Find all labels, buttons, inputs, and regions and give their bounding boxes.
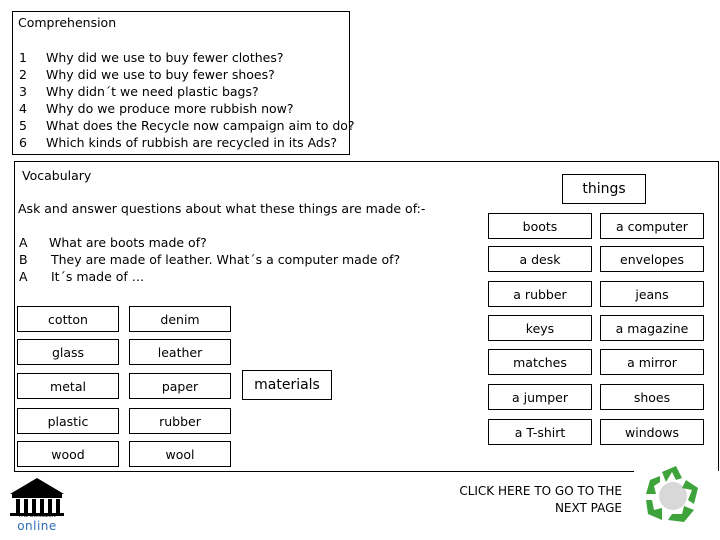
things-label: things [562,174,646,204]
question-number: 6 [19,135,27,150]
next-page-link-line1: CLICK HERE TO GO TO THE [459,484,622,498]
material-cell: plastic [17,408,119,434]
dialogue-speaker: A [19,235,28,250]
dialogue-line: They are made of leather. What´s a computer made of? [51,252,401,267]
vocabulary-instruction: Ask and answer questions about what these things are made of:- [18,201,426,216]
question-number: 2 [19,67,27,82]
vocabulary-title: Vocabulary [22,168,92,183]
material-cell: cotton [17,306,119,332]
dungeon-logo[interactable] [4,472,70,536]
material-cell: metal [17,373,119,399]
vocabulary-bottom-border [14,471,634,472]
comprehension-box [12,11,350,155]
dialogue-speaker: A [19,269,28,284]
question-text: Why did we use to buy fewer clothes? [46,50,284,65]
logo-caption: online [17,519,57,533]
vocabulary-left-border [14,161,15,471]
question-number: 4 [19,101,27,116]
vocabulary-top-border [14,161,719,162]
material-cell: glass [17,339,119,365]
thing-cell: jeans [600,281,704,307]
material-cell: paper [129,373,231,399]
thing-cell: keys [488,315,592,341]
question-number: 1 [19,50,27,65]
material-cell: denim [129,306,231,332]
thing-cell: matches [488,349,592,375]
logo-text: THE DUNGEON [18,513,56,519]
material-cell: rubber [129,408,231,434]
material-cell: leather [129,339,231,365]
material-cell: wood [17,441,119,467]
next-page-link[interactable] [430,483,622,517]
question-number: 3 [19,84,27,99]
question-text: Why do we produce more rubbish now? [46,101,294,116]
dialogue-line: It´s made of … [51,269,145,284]
thing-cell: a desk [488,246,592,272]
dialogue-speaker: B [19,252,28,267]
question-text: Which kinds of rubbish are recycled in its Ads? [46,135,338,150]
question-text: What does the Recycle now campaign aim to do? [46,118,355,133]
question-text: Why did we use to buy fewer shoes? [46,67,275,82]
question-text: Why didn´t we need plastic bags? [46,84,259,99]
thing-cell: boots [488,213,592,239]
next-page-link-line2: NEXT PAGE [554,501,622,515]
thing-cell: a rubber [488,281,592,307]
thing-cell: shoes [600,384,704,410]
comprehension-title: Comprehension [18,15,117,30]
thing-cell: a magazine [600,315,704,341]
thing-cell: a mirror [600,349,704,375]
dialogue-line: What are boots made of? [49,235,207,250]
thing-cell: windows [600,419,704,445]
recycle-icon[interactable] [636,458,710,532]
thing-cell: a jumper [488,384,592,410]
thing-cell: a computer [600,213,704,239]
thing-cell: a T-shirt [488,419,592,445]
material-cell: wool [129,441,231,467]
question-number: 5 [19,118,27,133]
materials-label: materials [242,370,332,400]
vocabulary-right-border [718,161,719,471]
thing-cell: envelopes [600,246,704,272]
